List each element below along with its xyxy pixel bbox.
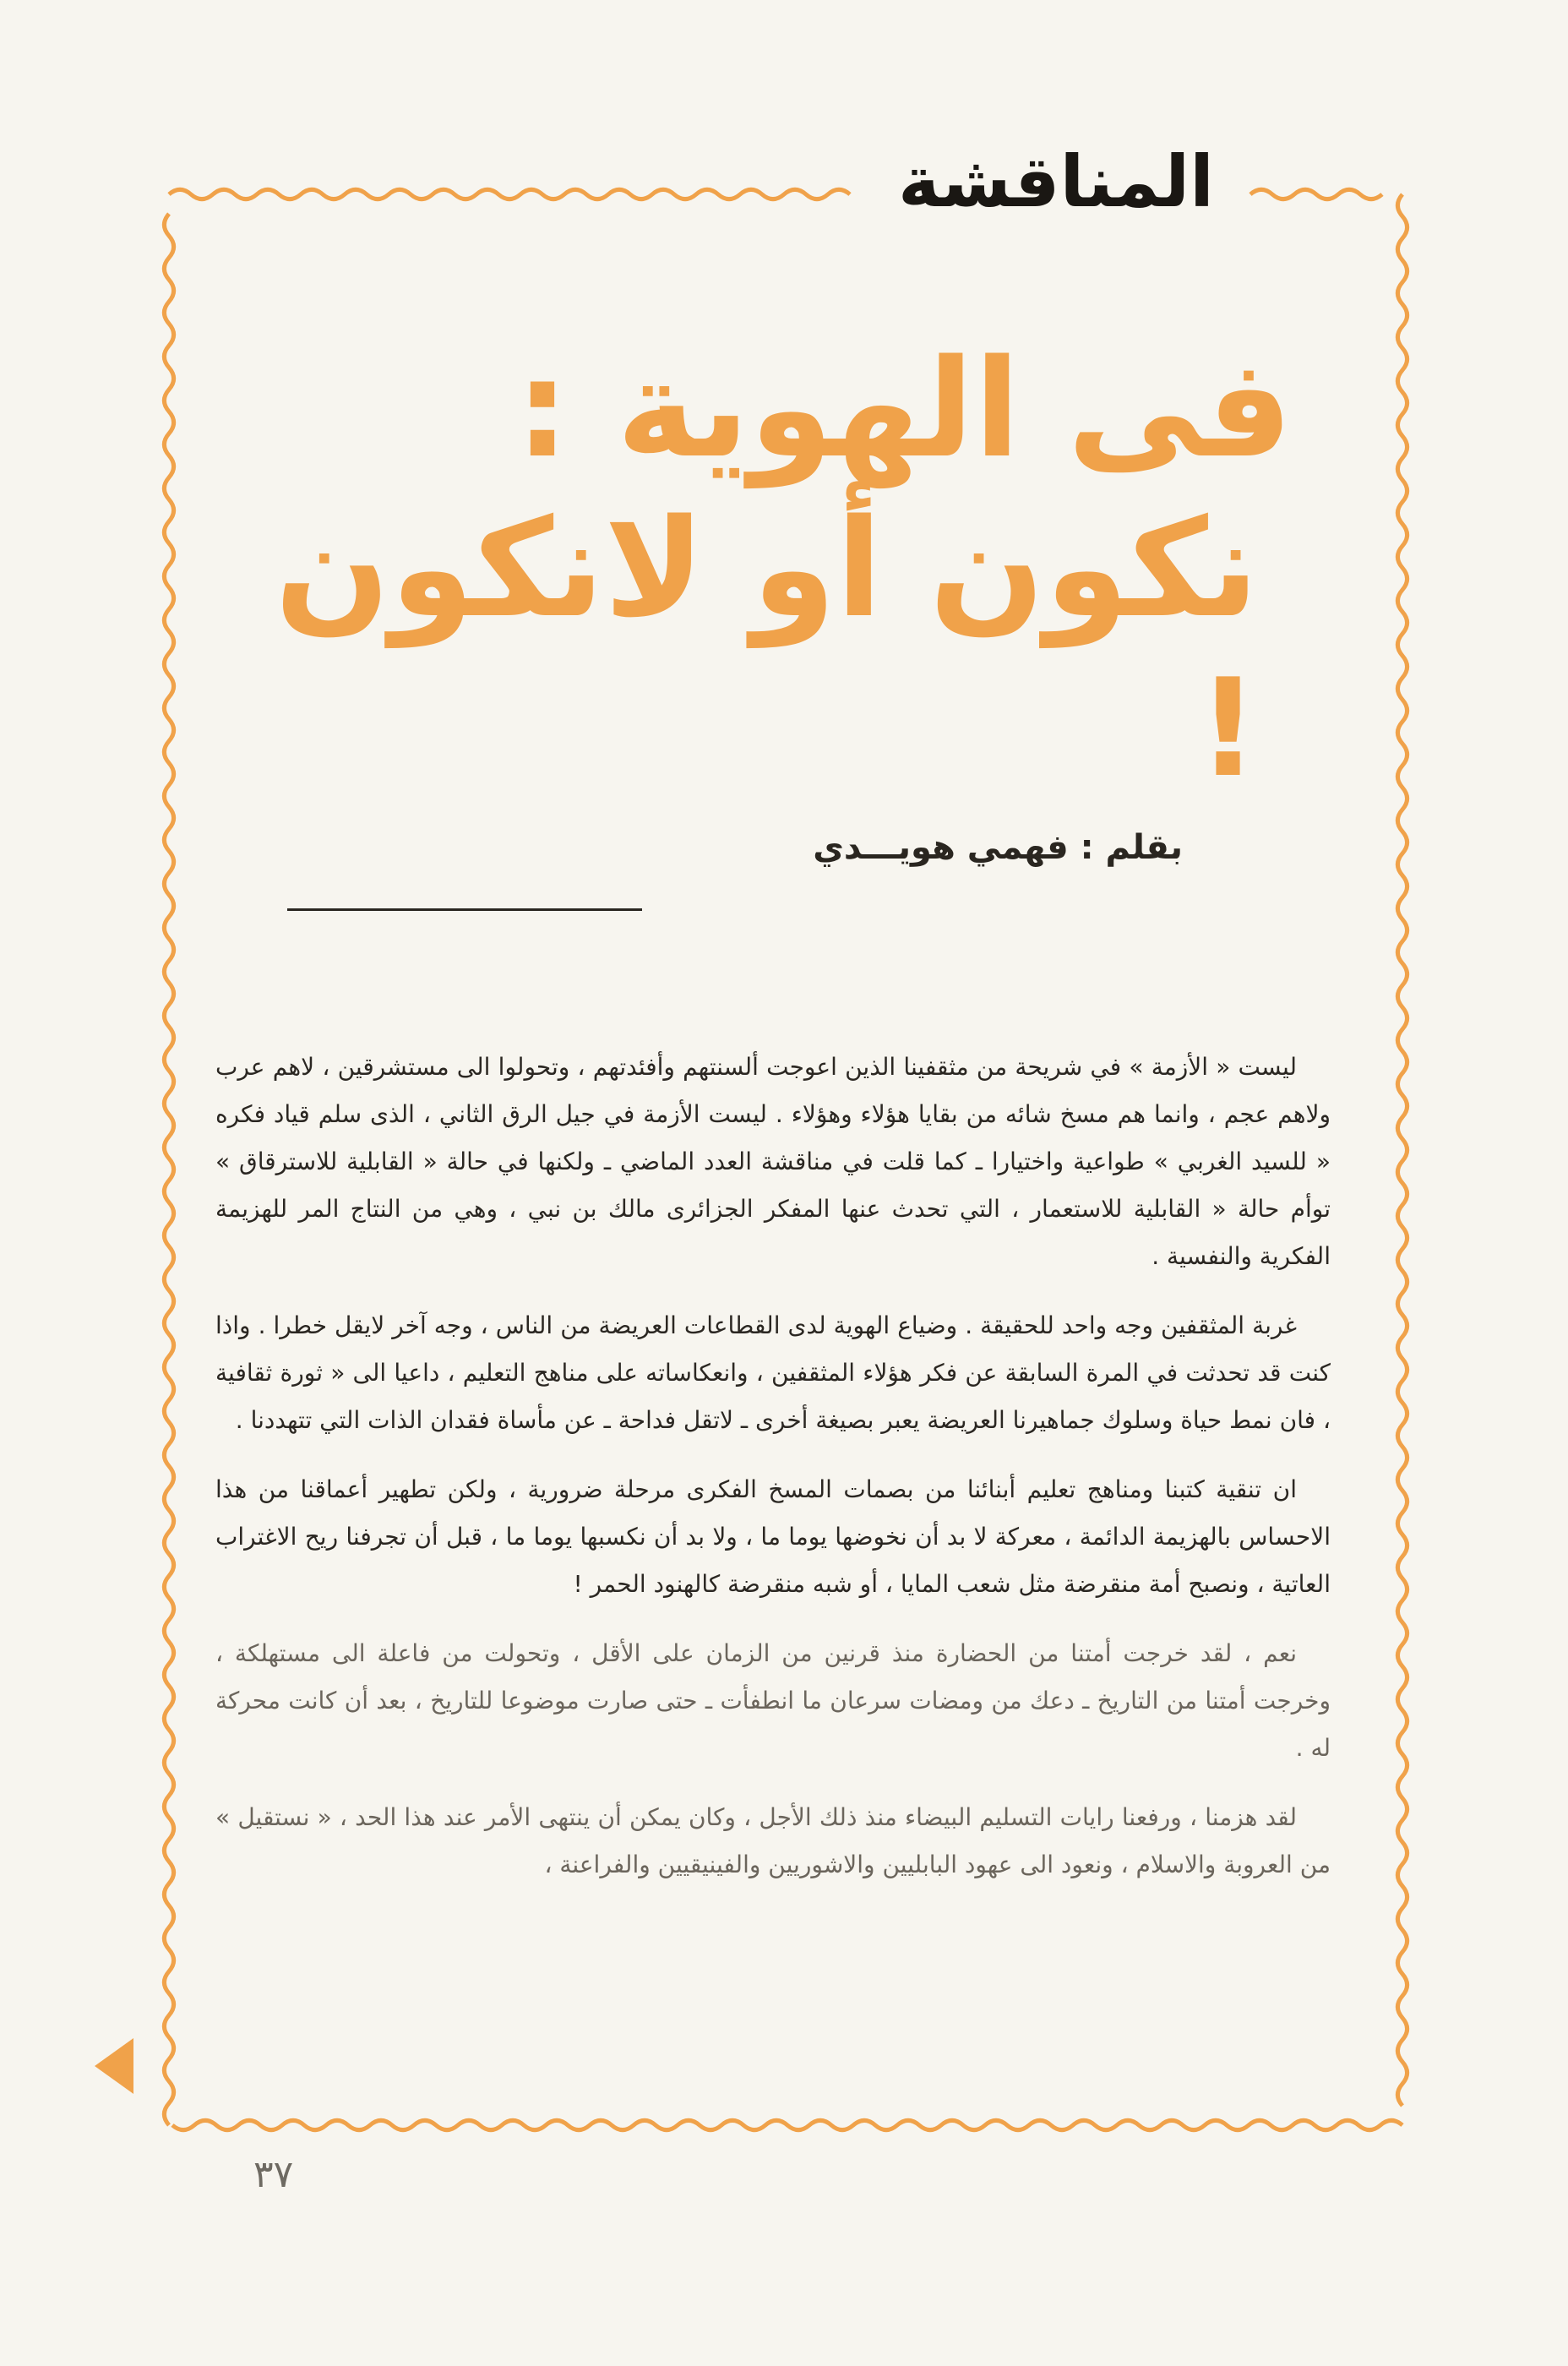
article-paragraph: لقد هزمنا ، ورفعنا رايات التسليم البيضاء منذ ذلك الأجل ، وكان يمكن أن ينتهى الأمر عند هذا الحد ، « نستقيل » من العروبة والاسلام ، ونعود الى عهود البابليين والاشوريين والفينيقيين والفراعنة ، [215, 1803, 1331, 1878]
article-paragraph: ان تنقية كتبنا ومناهج تعليم أبنائنا من بصمات المسخ الفكرى مرحلة ضرورية ، ولكن تطهير أعماقنا من هذا الاحساس بالهزيمة الدائمة ، معركة لا بد أن نخوضها يوما ما ، ولا بد أن نكسبها يوما ما ، قبل أن تجرفنا ريح الاغتراب العاتية ، ونصبح أمة منقرضة مثل شعب المايا ، أو شبه منقرضة كالهنود الحمر ! [215, 1475, 1331, 1598]
article-byline: بقلم : فهمي هويـــدي [813, 828, 1183, 867]
section-label: المناقشة [879, 127, 1233, 237]
article-body [215, 1044, 1331, 1911]
article-paragraph: ليست « الأزمة » في شريحة من مثقفينا الذين اعوجت ألسنتهم وأفئدتهم ، وتحولوا الى مستشرقين ، لاهم عرب ولاهم عجم ، وانما هم مسخ شائه من بقايا هؤلاء وهؤلاء . ليست الأزمة في جيل الرق الثاني ، الذى سلم قياد فكره « للسيد الغربي » طواعية واختيارا ـ كما قلت في مناقشة العدد الماضي ـ ولكنها في حالة « القابلية للاسترقاق » توأم حالة « القابلية للاستعمار ، التي تحدث عنها المفكر الجزائرى مالك بن نبي ، وهي من النتاج المر للهزيمة الفكرية والنفسية . [215, 1053, 1331, 1270]
page-number: ٣٧ [253, 2153, 294, 2196]
continue-arrow-icon [93, 2036, 135, 2096]
article-paragraph: غربة المثقفين وجه واحد للحقيقة . وضياع الهوية لدى القطاعات العريضة من الناس ، وجه آخر لايقل خطرا . واذا كنت قد تحدثت في المرة السابقة عن فكر هؤلاء المثقفين ، وانعكاساته على مناهج التعليم ، داعيا الى « ثورة ثقافية ، فان نمط حياة وسلوك جماهيرنا العريضة يعبر بصيغة أخرى ـ لاتقل فداحة ـ عن مأساة فقدان الذات التي تتهددنا . [215, 1311, 1331, 1434]
article-title [220, 330, 1293, 808]
article-title-line1: فى الهوية : [515, 330, 1293, 488]
article-paragraph: نعم ، لقد خرجت أمتنا من الحضارة منذ قرنين من الزمان على الأقل ، وتحولت من فاعلة الى مستهلكة ، وخرجت أمتنا من التاريخ ـ دعك من ومضات سرعان ما انطفأت ـ حتى صارت موضوعا للتاريخ ، بعد أن كانت محركة له . [215, 1639, 1331, 1762]
article-title-line2: نكون أو لانكون ! [275, 488, 1259, 807]
byline-underline [287, 908, 642, 911]
